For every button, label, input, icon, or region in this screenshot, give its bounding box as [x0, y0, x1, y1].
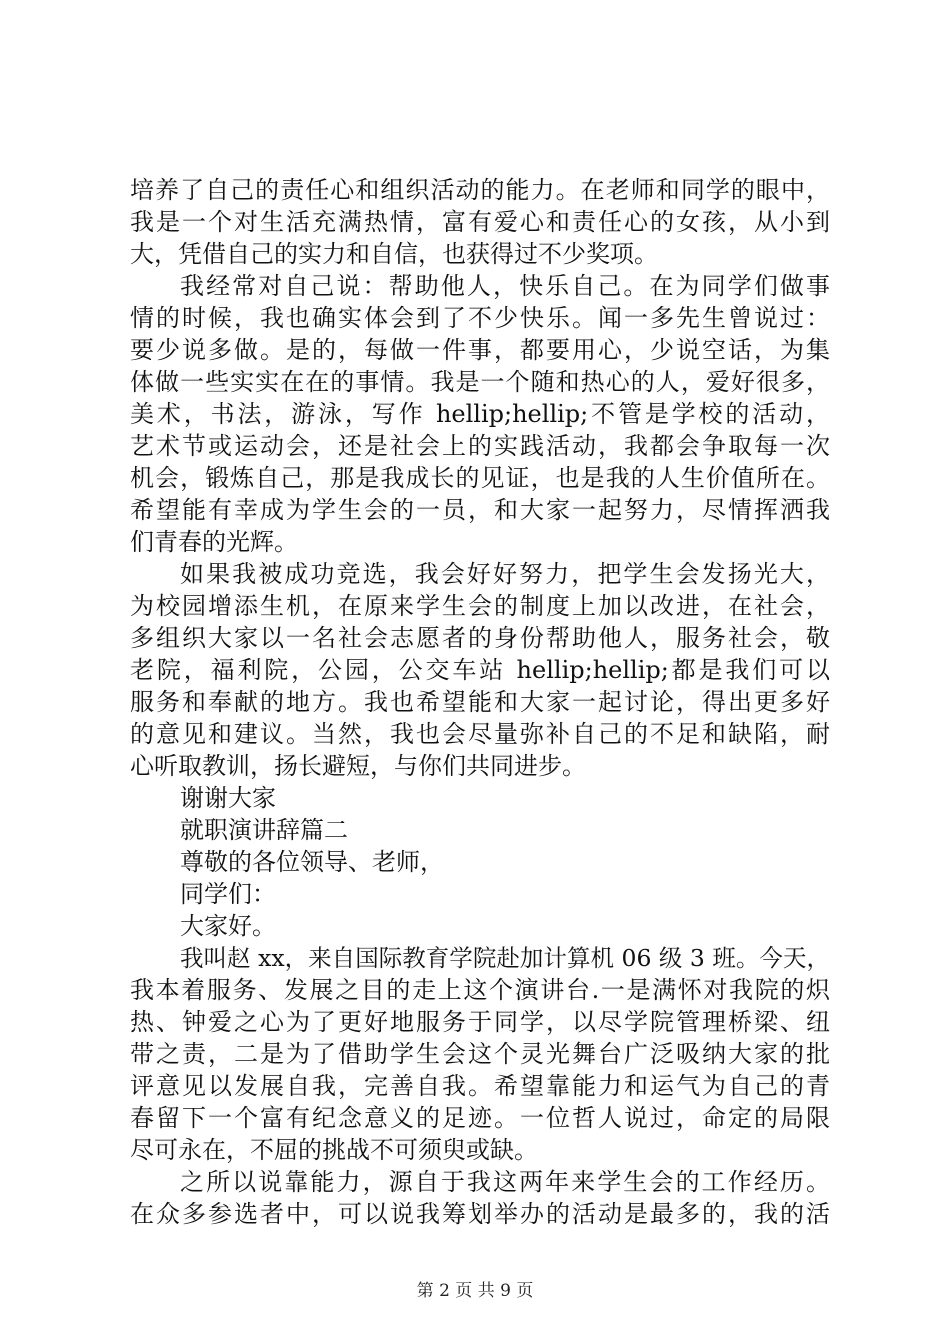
text-line: 要少说多做。是的，每做一件事，都要用心，少说空话，为集 [130, 336, 830, 364]
text-line: 就职演讲辞篇二 [180, 816, 348, 844]
text-line: 谢谢大家 [180, 784, 276, 812]
document-body [130, 174, 830, 1230]
text-line: 体做一些实实在在的事情。我是一个随和热心的人，爱好很多， [130, 368, 830, 396]
text-line: 同学们： [180, 880, 276, 908]
text-line: 在众多参选者中，可以说我筹划举办的活动是最多的，我的活 [130, 1200, 830, 1228]
text-line: 希望能有幸成为学生会的一员，和大家一起努力，尽情挥洒我 [130, 496, 830, 524]
text-line: 尽可永在，不屈的挑战不可须臾或缺。 [130, 1136, 538, 1164]
text-line: 我是一个对生活充满热情，富有爱心和责任心的女孩，从小到 [130, 208, 830, 236]
text-line: 艺术节或运动会，还是社会上的实践活动，我都会争取每一次 [130, 432, 830, 460]
text-line: 春留下一个富有纪念意义的足迹。一位哲人说过，命定的局限 [130, 1104, 830, 1132]
text-line: 评意见以发展自我，完善自我。希望靠能力和运气为自己的青 [130, 1072, 830, 1100]
text-line: 热、钟爱之心为了更好地服务于同学，以尽学院管理桥梁、纽 [130, 1008, 830, 1036]
text-line: 培养了自己的责任心和组织活动的能力。在老师和同学的眼中， [130, 176, 830, 204]
text-line: 服务和奉献的地方。我也希望能和大家一起讨论，得出更多好 [130, 688, 830, 716]
text-line: 大家好。 [180, 912, 276, 940]
text-line: 之所以说靠能力，源自于我这两年来学生会的工作经历。 [180, 1168, 830, 1196]
text-line: 老院，福利院，公园，公交车站 hellip;hellip;都是我们可以 [130, 656, 830, 684]
text-line: 机会，锻炼自己，那是我成长的见证，也是我的人生价值所在。 [130, 464, 830, 492]
text-line: 们青春的光辉。 [130, 528, 298, 556]
text-line: 美术，书法，游泳，写作 hellip;hellip;不管是学校的活动， [130, 400, 830, 428]
text-line: 尊敬的各位领导、老师， [180, 848, 444, 876]
text-line: 我叫赵 xx，来自国际教育学院赴加计算机 06 级 3 班。今天， [180, 944, 830, 972]
text-line: 大，凭借自己的实力和自信，也获得过不少奖项。 [130, 240, 658, 268]
text-line: 我经常对自己说：帮助他人，快乐自己。在为同学们做事 [180, 272, 830, 300]
text-line: 我本着服务、发展之目的走上这个演讲台.一是满怀对我院的炽 [130, 976, 830, 1004]
text-line: 如果我被成功竞选，我会好好努力，把学生会发扬光大， [180, 560, 830, 588]
text-line: 情的时候，我也确实体会到了不少快乐。闻一多先生曾说过： [130, 304, 830, 332]
text-line: 多组织大家以一名社会志愿者的身份帮助他人，服务社会，敬 [130, 624, 830, 652]
text-line: 带之责，二是为了借助学生会这个灵光舞台广泛吸纳大家的批 [130, 1040, 830, 1068]
text-line: 的意见和建议。当然，我也会尽量弥补自己的不足和缺陷，耐 [130, 720, 830, 748]
text-line: 为校园增添生机，在原来学生会的制度上加以改进，在社会， [130, 592, 830, 620]
text-line: 心听取教训，扬长避短，与你们共同进步。 [130, 752, 586, 780]
page-footer [0, 1280, 950, 1302]
page-number-label: 第 2 页 共 9 页 [416, 1281, 534, 1301]
